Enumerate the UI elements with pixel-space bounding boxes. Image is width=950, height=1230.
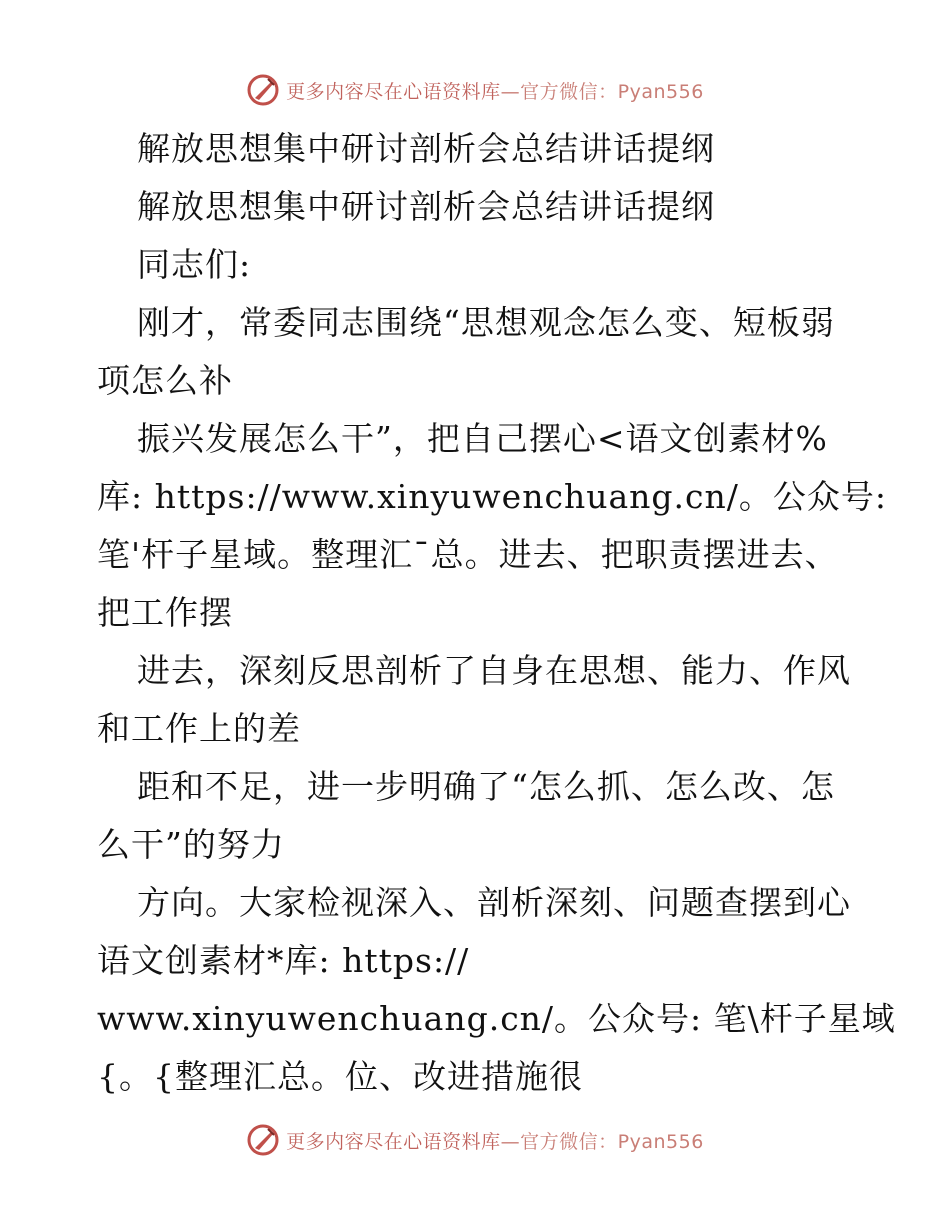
- paragraph-line: 笔'杆子星域。整理汇¯总。进去、把职责摆进去、: [97, 535, 839, 574]
- paragraph-line: 方向。大家检视深入、剖析深刻、问题查摆到心: [137, 883, 851, 922]
- paragraph-line: 语文创素材*库: https://: [97, 941, 470, 980]
- quill-seal-icon: [246, 1123, 280, 1157]
- banner-contact: —官方微信：Pyan556: [500, 1130, 704, 1153]
- paragraph-line: www.xinyuwenchuang.cn/。公众号: 笔\杆子星域: [97, 999, 896, 1038]
- banner-contact: —官方微信：Pyan556: [500, 80, 704, 103]
- doc-title-repeat: 解放思想集中研讨剖析会总结讲话提纲: [137, 187, 715, 226]
- paragraph-line: 刚才，常委同志围绕“思想观念怎么变、短板弱: [137, 303, 835, 342]
- paragraph-line: 和工作上的差: [97, 709, 301, 748]
- paragraph-line: 距和不足，进一步明确了“怎么抓、怎么改、怎: [137, 767, 835, 806]
- banner-brand: 更多内容尽在心语资料库: [286, 80, 501, 103]
- paragraph-line: 项怎么补: [97, 361, 233, 400]
- salutation: 同志们:: [137, 245, 252, 284]
- paragraph-line: 把工作摆: [97, 593, 233, 632]
- paragraph-line: 库: https://www.xinyuwenchuang.cn/。公众号:: [97, 477, 887, 516]
- paragraph-line: 么干”的努力: [97, 825, 285, 864]
- document-body: [97, 120, 896, 1106]
- footer-banner: [0, 1120, 950, 1160]
- paragraph-line: 振兴发展怎么干”，把自己摆心<语文创素材%: [137, 419, 828, 458]
- banner-brand: 更多内容尽在心语资料库: [286, 1130, 501, 1153]
- quill-seal-icon: [246, 73, 280, 107]
- header-banner: [0, 70, 950, 110]
- doc-title: 解放思想集中研讨剖析会总结讲话提纲: [137, 129, 715, 168]
- paragraph-line: {。{整理汇总。位、改进措施很: [97, 1057, 583, 1096]
- paragraph-line: 进去，深刻反思剖析了自身在思想、能力、作风: [137, 651, 851, 690]
